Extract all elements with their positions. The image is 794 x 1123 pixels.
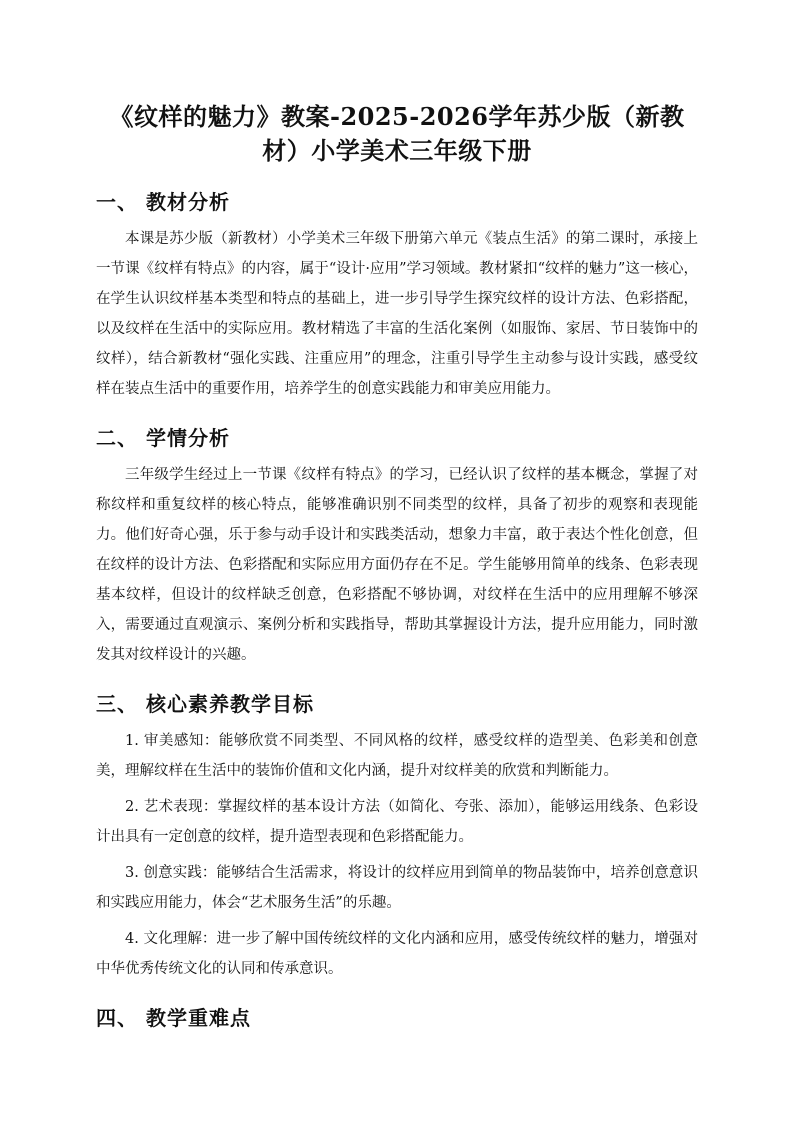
section-student-analysis [96, 424, 698, 670]
section-heading: 四、 教学重难点 [96, 1006, 251, 1030]
section-heading: 一、 教材分析 [96, 190, 230, 214]
document-title: 《纹样的魅力》教案-2025-2026学年苏少版（新教材）小学美术三年级下册 [109, 102, 685, 165]
section-paragraph: 本课是苏少版（新教材）小学美术三年级下册第六单元《装点生活》的第二课时，承接上一节课《纹样有特点》的内容，属于“设计·应用”学习领域。教材紧扣“纹样的魅力”这一核心，在学生认识纹样基本类型和特点的基础上，进一步引导学生探究纹样的设计方法、色彩搭配，以及纹样在生活中的实际应用。教材精选了丰富的生活化案例（如服饰、家居、节日装饰中的纹样），结合新教材“强化实践、注重应用”的理念，注重引导学生主动参与设计实践，感受纹样在装点生活中的重要作用，培养学生的创意实践能力和审美应用能力。 [96, 231, 698, 397]
objective-item: 2. 艺术表现：掌握纹样的基本设计方法（如简化、夸张、添加），能够运用线条、色彩设计出具有一定创意的纹样，提升造型表现和色彩搭配能力。 [96, 799, 698, 845]
section-paragraph: 三年级学生经过上一节课《纹样有特点》的学习，已经认识了纹样的基本概念，掌握了对称纹样和重复纹样的核心特点，能够准确识别不同类型的纹样，具备了初步的观察和表现能力。他们好奇心强，乐于参与动手设计和实践类活动，想象力丰富，敢于表达个性化创意，但在纹样的设计方法、色彩搭配和实际应用方面仍存在不足。学生能够用简单的线条、色彩表现基本纹样，但设计的纹样缺乏创意，色彩搭配不够协调，对纹样在生活中的应用理解不够深入，需要通过直观演示、案例分析和实践指导，帮助其掌握设计方法，提升应用能力，同时激发其对纹样设计的兴趣。 [96, 467, 698, 663]
section-heading: 三、 核心素养教学目标 [96, 692, 314, 716]
section-heading: 二、 学情分析 [96, 426, 230, 450]
objective-item: 4. 文化理解：进一步了解中国传统纹样的文化内涵和应用，感受传统纹样的魅力，增强对中华优秀传统文化的认同和传承意识。 [96, 931, 698, 977]
section-textbook-analysis [96, 188, 698, 404]
section-key-points [96, 1004, 698, 1032]
objective-item: 1. 审美感知：能够欣赏不同类型、不同风格的纹样，感受纹样的造型美、色彩美和创意美，理解纹样在生活中的装饰价值和文化内涵，提升对纹样美的欣赏和判断能力。 [96, 733, 698, 779]
objective-item: 3. 创意实践：能够结合生活需求，将设计的纹样应用到简单的物品装饰中，培养创意意识和实践应用能力，体会“艺术服务生活”的乐趣。 [96, 865, 698, 911]
section-core-objectives [96, 690, 698, 984]
